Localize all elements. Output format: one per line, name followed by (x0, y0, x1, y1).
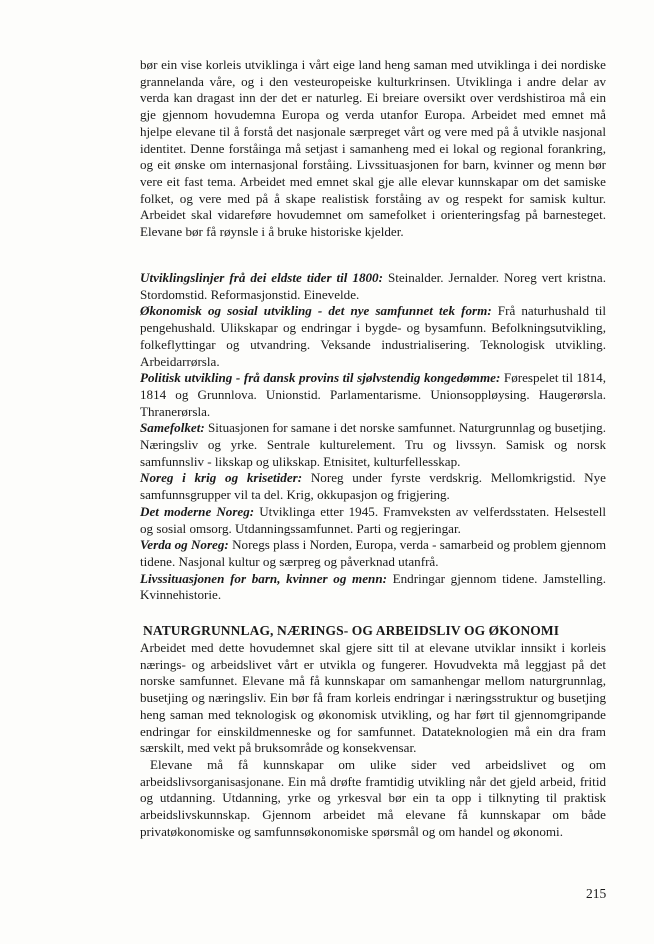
intro-paragraph: bør ein vise korleis utviklinga i vårt eige land heng saman med utviklinga i dei nordiske grannelanda våre, og i den vesteuropeiske kulturkrinsen. Utviklinga i andre delar av verda kan dragast inn der det er naturleg. Ei breiare oversikt over verdshistiroa må ein gje gjennom hovudemna Europa og verda utanfor Europa. Arbeidet med emnet må hjelpe elevane til å forstå det nasjonale særpreget vårt og vere med på å utvikle nasjonal identitet. Denne forståinga må setjast i samanheng med ei lokal og regional forankring, og eit ønske om internasjonal forståing. Livssituasjonen for barn, kvinner og menn bør vere eit fast tema. Arbeidet med emnet skal gje alle elevar kunnskapar om det samiske folket, og vere med på å skape realistisk forståing av og respekt for samisk kultur. Arbeidet skal vidareføre hovudemnet om samefolket i orienteringsfag på barnesteget. Elevane bør få røynsle i å bruke historiske kjelder. (140, 57, 606, 240)
topic-item (140, 303, 606, 370)
topic-title: Samefolket: (140, 420, 205, 436)
topic-text: Steinalder. Jernalder. Noreg vert kristna. Stordomstid. Reformasjonstid. Einevelde. (140, 270, 606, 302)
section-heading: NATURGRUNNLAG, NÆRINGS- OG ARBEIDSLIV OG ØKONOMI (143, 623, 560, 638)
topic-text: Noregs plass i Norden, Europa, verda - samarbeid og problem gjennom tidene. Nasjonal kultur og særpreg og påverknad utanfrå. (140, 537, 606, 569)
topic-item (140, 571, 606, 604)
topic-item (140, 270, 606, 303)
topic-text: Utviklinga etter 1945. Framveksten av velferdsstaten. Helsestell og sosial omsorg. Utdanningssamfunnet. Parti og regjeringar. (140, 503, 606, 536)
topic-item (140, 370, 606, 420)
page-number: 215 (586, 886, 607, 901)
topic-title: Utviklingslinjer frå dei eldste tider til 1800: (140, 270, 383, 285)
topic-item (140, 504, 606, 537)
topic-title: Livssituasjonen for barn, kvinner og menn: (140, 570, 387, 586)
topic-title: Det moderne Noreg: (140, 503, 255, 519)
topic-title: Politisk utvikling - frå dansk provins til sjølvstendig kongedømme: (140, 370, 501, 386)
topic-text: Noreg under fyrste verdskrig. Mellomkrigstid. Nye samfunnsgrupper vil ta del. Krig, okkupasjon og frigjering. (140, 470, 606, 503)
topic-item (140, 537, 606, 570)
topic-text: Frå naturhushald til pengehushald. Ulikskapar og endringar i bygde- og bysamfunn. Befolkningsutvikling, folkeflyttingar og utvandring. Veksande industrialisering. Teknologisk utvikling. Arbeidarrørsla. (140, 303, 606, 369)
topic-item (140, 470, 606, 503)
topic-text: Førespelet til 1814, 1814 og Grunnlova. Unionstid. Parlamentarisme. Unionsoppløysing. Haugerørsla. Thranerørsla. (140, 370, 606, 419)
topic-title: Verda og Noreg: (140, 537, 229, 553)
economy-section (140, 622, 606, 840)
topic-list (140, 270, 606, 604)
topic-item (140, 420, 606, 470)
topic-text: Situasjonen for samane i det norske samfunnet. Naturgrunnlag og busetjing. Næringsliv og yrke. Sentrale kulturelement. Tru og livssyn. Samisk og norsk samfunnsliv - likskap og ulikskap. Etnisitet, kulturfellesskap. (140, 420, 606, 469)
topic-text: Endringar gjennom tidene. Jamstelling. Kvinnehistorie. (140, 570, 606, 603)
section-paragraph: Arbeidet med dette hovudemnet skal gjere sitt til at elevane utviklar innsikt i korleis nærings- og arbeidslivet vårt er utvikla og fungerer. Hovudvekta må leggjast på det norske samfunnet. Elevane må få kunnskapar om samanhengar mellom naturgrunnlag, busetjing og næringsliv. Ein bør få fram korleis endringar i næringsstruktur og busetjing heng saman med teknologisk og økonomisk utvikling, og har ført til gjennomgripande endringar for einskildmenneske og for samfunnet. Datateknologien må ein dra fram særskilt, med vekt på bruksområde og konsekvensar. (140, 640, 606, 756)
topic-title: Økonomisk og sosial utvikling - det nye samfunnet tek form: (140, 303, 492, 319)
section-paragraph: Elevane må få kunnskapar om ulike sider ved arbeidslivet og om arbeidslivsorganisasjonane. Ein må drøfte framtidig utvikling når det gjeld arbeid, fritid og utdanning. Utdanning, yrke og yrkesval bør ein ta opp i tilknyting til praktisk arbeidslivskunnskap. Gjennom arbeidet må elevane få kunnskapar om både privatøkonomiske og samfunnsøkonomiske spørsmål og om handel og økonomi. (140, 756, 606, 839)
topic-title: Noreg i krig og krisetider: (140, 470, 303, 486)
